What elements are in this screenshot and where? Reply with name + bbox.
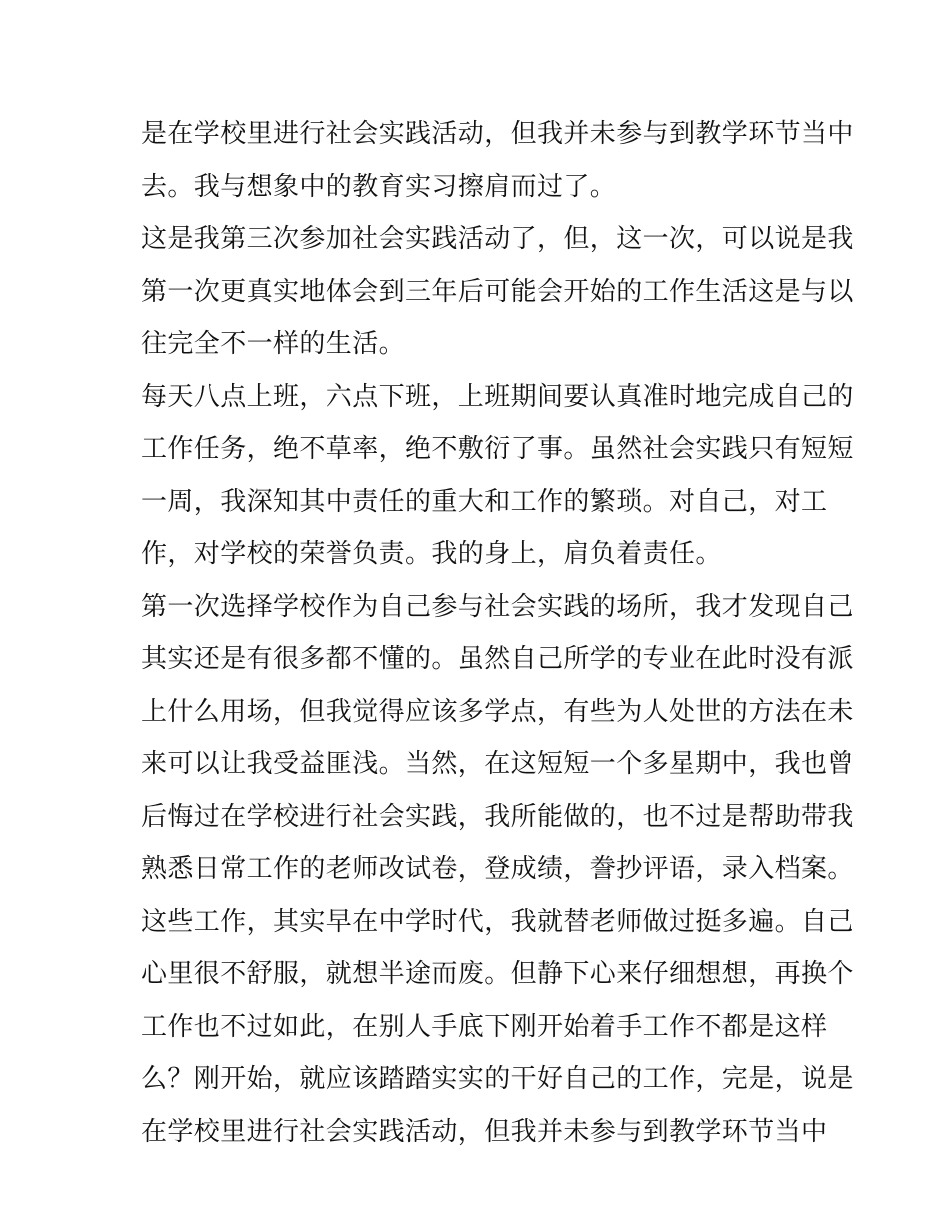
- text-line: 工作也不过如此，在别人手底下刚开始着手工作不都是这样: [141, 1011, 828, 1042]
- text-line: 每天八点上班，六点下班，上班期间要认真准时地完成自己的: [141, 381, 854, 412]
- text-line: 其实还是有很多都不懂的。虽然自己所学的专业在此时没有派: [141, 644, 854, 674]
- text-line: 么？刚开始，就应该踏踏实实的干好自己的工作，完是，说是: [141, 1064, 854, 1094]
- text-line: 这是我第三次参加社会实践活动了，但，这一次，可以说是我: [141, 224, 854, 254]
- text-line: 往完全不一样的生活。: [141, 329, 406, 359]
- body-text: [141, 108, 854, 1158]
- text-line: 去。我与想象中的教育实习擦肩而过了。: [141, 171, 617, 202]
- text-line: 心里很不舒服，就想半途而废。但静下心来仔细想想，再换个: [141, 959, 854, 989]
- text-line: 第一次更真实地体会到三年后可能会开始的工作生活这是与以: [141, 276, 854, 307]
- text-line: 一周，我深知其中责任的重大和工作的繁琐。对自己，对工: [141, 486, 828, 517]
- text-line: 这些工作，其实早在中学时代，我就替老师做过挺多遍。自己: [141, 906, 854, 937]
- text-line: 工作任务，绝不草率，绝不敷衍了事。虽然社会实践只有短短: [141, 434, 854, 464]
- text-line: 上什么用场，但我觉得应该多学点，有些为人处世的方法在未: [141, 696, 854, 727]
- text-line: 来可以让我受益匪浅。当然，在这短短一个多星期中，我也曾: [141, 749, 854, 779]
- text-line: 作，对学校的荣誉负责。我的身上，肩负着责任。: [141, 539, 722, 569]
- text-line: 后悔过在学校进行社会实践，我所能做的，也不过是帮助带我: [141, 801, 854, 832]
- text-line: 在学校里进行社会实践活动，但我并未参与到教学环节当中: [141, 1116, 828, 1147]
- text-line: 熟悉日常工作的老师改试卷，登成绩，誊抄评语，录入档案。: [141, 854, 854, 884]
- text-line: 第一次选择学校作为自己参与社会实践的场所，我才发现自己: [141, 591, 854, 622]
- text-line: 是在学校里进行社会实践活动，但我并未参与到教学环节当中: [141, 119, 854, 149]
